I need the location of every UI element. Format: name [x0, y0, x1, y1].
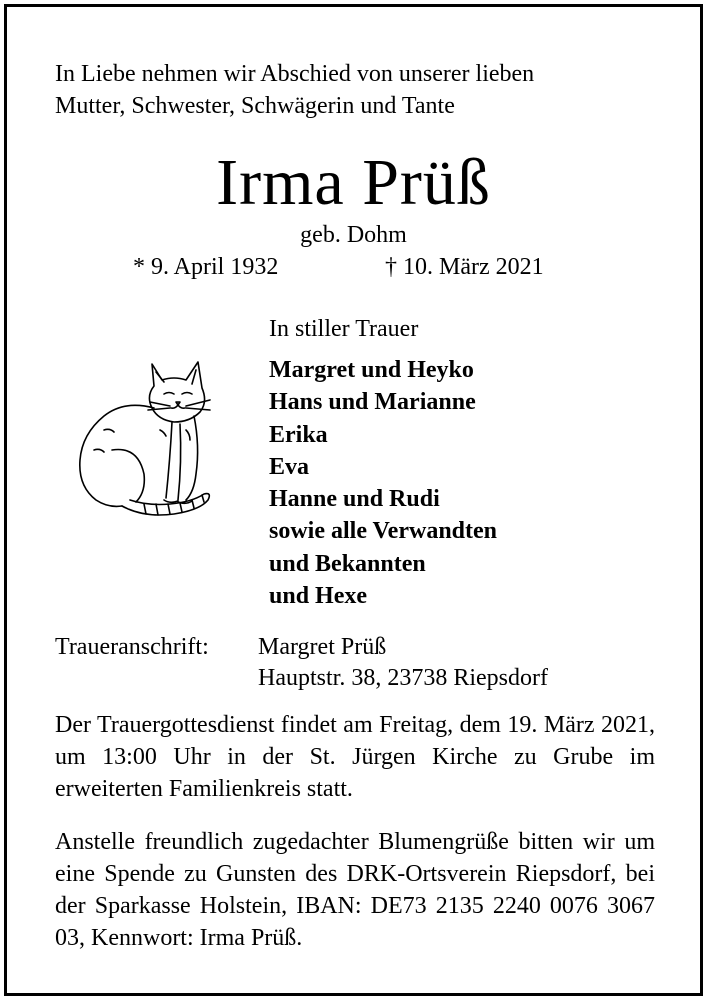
intro-text: [55, 58, 655, 122]
mourner-name: und Hexe: [269, 583, 368, 610]
intro-line-2: Mutter, Schwester, Schwägerin und Tante: [55, 93, 455, 119]
mourner-name: Margret und Heyko: [269, 357, 474, 383]
mourner-name: Hanne und Rudi: [269, 486, 440, 513]
address-name: Margret Prüß: [258, 634, 387, 660]
service-paragraph: Der Trauergottesdienst findet am Freitag, dem 19. März 2021, um 13:00 Uhr in der St. Jürgen Kirche zu Grube im erweiterten Familienkreis statt.: [55, 712, 655, 802]
mourning-heading: In stiller Trauer: [269, 316, 419, 342]
death-date: † 10. März 2021: [385, 254, 544, 280]
intro-line-1: In Liebe nehmen wir Abschied von unserer lieben: [55, 61, 535, 87]
mourner-name: sowie alle Verwandten: [269, 518, 497, 545]
maiden-name: geb. Dohm: [300, 222, 407, 248]
address-street: Hauptstr. 38, 23738 Riepsdorf: [258, 665, 548, 691]
deceased-name: Irma Prüß: [216, 146, 491, 219]
mourner-name: Hans und Marianne: [269, 389, 476, 416]
mourner-name: und Bekannten: [269, 550, 426, 577]
cat-drawing-icon: [74, 350, 214, 520]
donation-paragraph: Anstelle freundlich zugedachter Blumengrüße bitten wir um eine Spende zu Gunsten des DRK-Ortsverein Riepsdorf, bei der Sparkasse Holstein, IBAN: DE73 2135 2240 0076 3067 03, Kennwort: Irma Prüß.: [55, 829, 655, 951]
mourning-address: [258, 632, 548, 694]
mourner-name: Eva: [269, 453, 310, 480]
address-label: Traueranschrift:: [55, 634, 209, 660]
mourner-name: Erika: [269, 421, 328, 448]
mourners-list: [269, 354, 497, 612]
birth-date: * 9. April 1932: [133, 254, 279, 280]
